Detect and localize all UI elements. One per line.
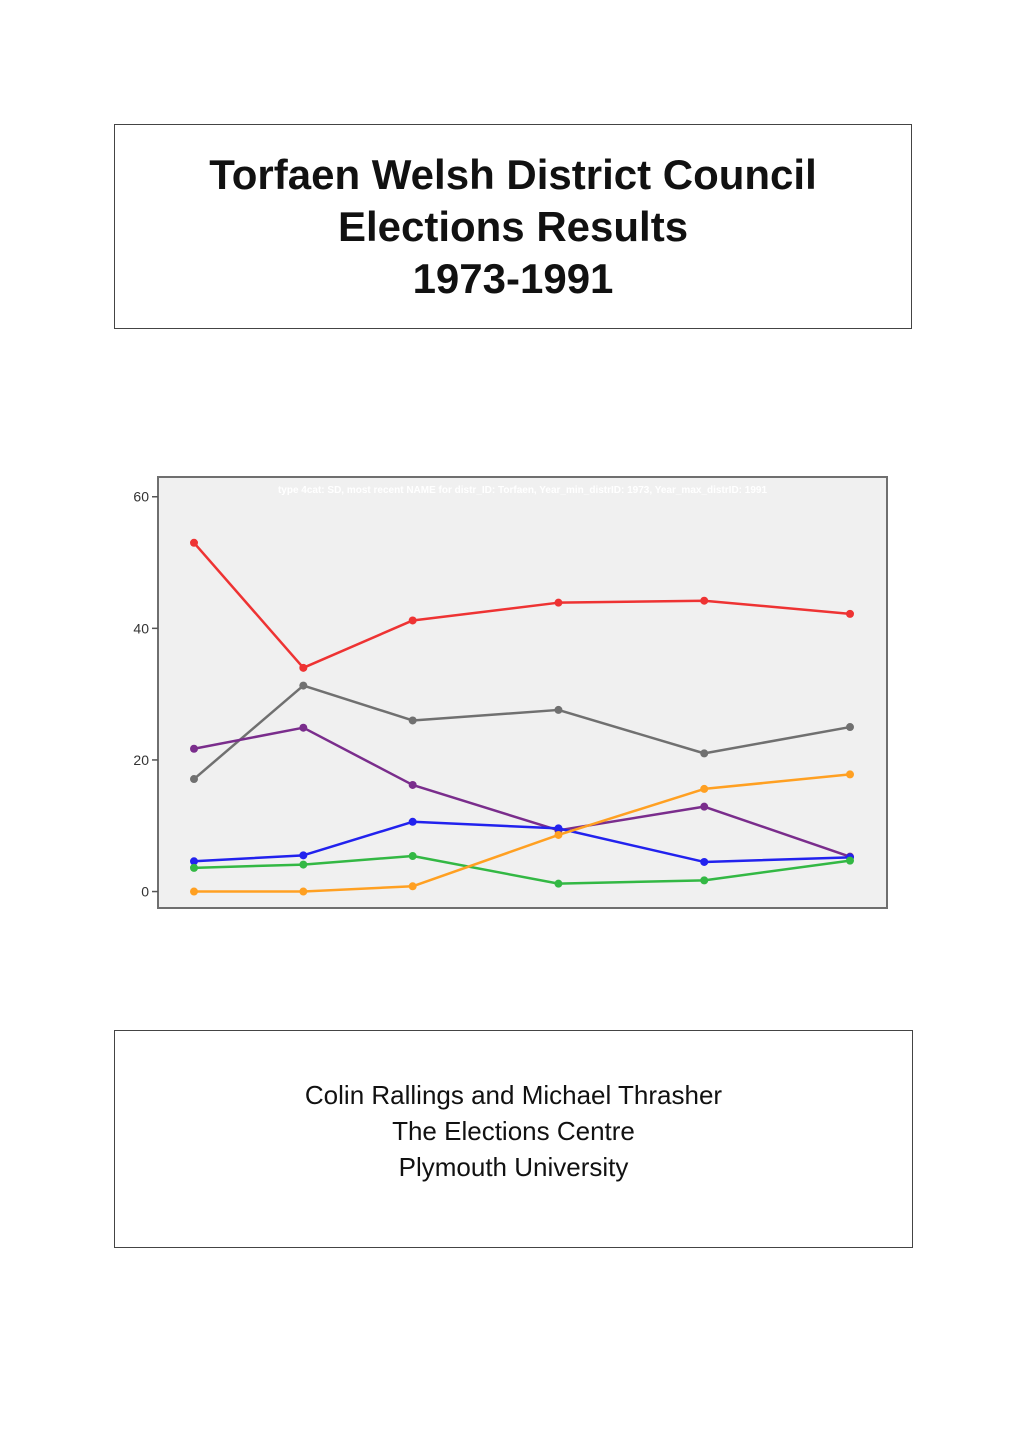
data-point <box>409 852 417 860</box>
chart-title: type 4cat: SD, most recent NAME for distr_ID: Torfaen, Year_min_distrID: 1973, Year_max_distrID: 1991 <box>277 485 768 496</box>
data-point <box>846 857 854 865</box>
data-point <box>409 716 417 724</box>
data-point <box>190 539 198 547</box>
y-tick-label: 40 <box>133 620 149 637</box>
y-tick-label: 0 <box>141 883 149 900</box>
data-point <box>700 803 708 811</box>
data-point <box>299 861 307 869</box>
data-point <box>846 610 854 618</box>
data-point <box>700 858 708 866</box>
data-point <box>190 888 198 896</box>
data-point <box>409 818 417 826</box>
plot-panel <box>158 477 887 908</box>
data-point <box>554 880 562 888</box>
author-names: Colin Rallings and Michael Thrasher <box>304 1080 723 1110</box>
title-line-1: Torfaen Welsh District Council <box>209 150 817 198</box>
data-point <box>190 745 198 753</box>
author-box <box>114 1030 913 1248</box>
y-tick-label: 60 <box>133 488 149 505</box>
data-point <box>409 616 417 624</box>
data-point <box>700 597 708 605</box>
data-point <box>190 864 198 872</box>
data-point <box>554 831 562 839</box>
author-centre: The Elections Centre <box>392 1116 635 1146</box>
title-line-3: 1973-1991 <box>412 254 614 302</box>
chart-container <box>110 470 900 920</box>
data-point <box>299 851 307 859</box>
data-point <box>299 888 307 896</box>
author-university: Plymouth University <box>398 1152 629 1182</box>
y-tick-label: 20 <box>133 751 149 768</box>
data-point <box>299 724 307 732</box>
data-point <box>554 599 562 607</box>
title-line-2: Elections Results <box>337 202 689 250</box>
data-point <box>700 876 708 884</box>
title-box <box>114 124 912 329</box>
data-point <box>700 749 708 757</box>
line-chart <box>110 470 900 920</box>
data-point <box>299 664 307 672</box>
data-point <box>846 770 854 778</box>
data-point <box>554 706 562 714</box>
data-point <box>846 723 854 731</box>
data-point <box>190 775 198 783</box>
data-point <box>700 785 708 793</box>
data-point <box>299 682 307 690</box>
data-point <box>409 882 417 890</box>
data-point <box>409 781 417 789</box>
